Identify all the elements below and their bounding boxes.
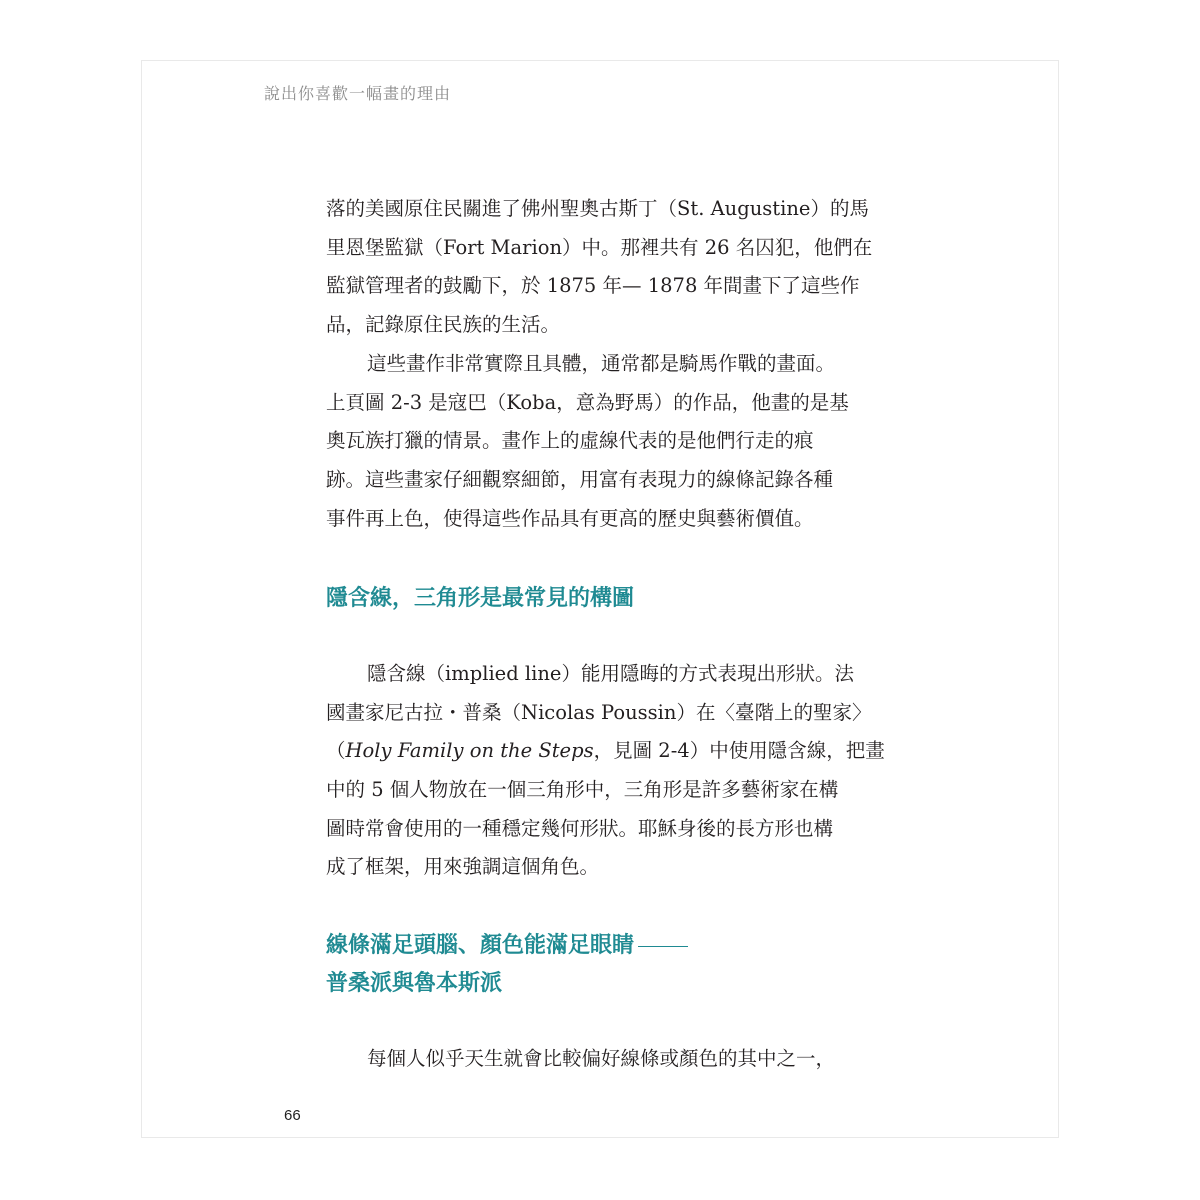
open-paren: （ bbox=[326, 739, 346, 763]
paragraph-1-line: 品，記錄原住民族的生活。 bbox=[326, 313, 561, 337]
paragraph-4-line: 每個人似乎天生就會比較偏好線條或顏色的其中之一， bbox=[367, 1047, 836, 1070]
page-number: 66 bbox=[284, 1107, 301, 1124]
paragraph-3-line: 成了框架，用來強調這個角色。 bbox=[326, 855, 600, 879]
paragraph-3-line: 圖時常會使用的一種穩定幾何形狀。耶穌身後的長方形也構 bbox=[326, 816, 834, 840]
paragraph-3-line-rest: ，見圖 2-4）中使用隱含線，把畫 bbox=[593, 739, 885, 763]
section-heading-implied-line: 隱含線，三角形是最常見的構圖 bbox=[326, 586, 635, 611]
paragraph-3-line: 隱含線（implied line）能用隱晦的方式表現出形狀。法 bbox=[367, 662, 854, 685]
paragraph-2-line: 跡。這些畫家仔細觀察細節，用富有表現力的線條記錄各種 bbox=[326, 468, 834, 492]
paragraph-2-line: 奧瓦族打獵的情景。畫作上的虛線代表的是他們行走的痕 bbox=[326, 429, 814, 453]
paragraph-1-line: 落的美國原住民關進了佛州聖奧古斯丁（St. Augustine）的馬 bbox=[326, 197, 869, 220]
running-head: 說出你喜歡一幅畫的理由 bbox=[264, 84, 452, 103]
paragraph-4 bbox=[326, 1040, 882, 1079]
paragraph-3-line: 國畫家尼古拉・普桑（Nicolas Poussin）在〈臺階上的聖家〉 bbox=[326, 700, 872, 724]
paragraph-1-line: 監獄管理者的鼓勵下，於 1875 年— 1878 年間畫下了這些作 bbox=[326, 274, 860, 298]
paragraph-1-line: 里恩堡監獄（Fort Marion）中。那裡共有 26 名囚犯，他們在 bbox=[326, 235, 873, 259]
artwork-title: Holy Family on the Steps bbox=[345, 739, 594, 763]
section-heading-line-1: 線條滿足頭腦、顏色能滿足眼睛 bbox=[326, 933, 635, 958]
paragraph-2-line: 事件再上色，使得這些作品具有更高的歷史與藝術價值。 bbox=[326, 506, 814, 530]
heading-dash bbox=[638, 946, 688, 947]
paragraph-3 bbox=[326, 655, 885, 887]
paragraph-3-line: 中的 5 個人物放在一個三角形中，三角形是許多藝術家在構 bbox=[326, 778, 839, 802]
paragraph-1 bbox=[326, 190, 882, 345]
paragraph-2 bbox=[326, 345, 882, 538]
paragraph-2-line: 上頁圖 2-3 是寇巴（Koba，意為野馬）的作品，他畫的是基 bbox=[326, 390, 849, 414]
paragraph-3-line bbox=[326, 732, 885, 771]
paragraph-2-line: 這些畫作非常實際且具體，通常都是騎馬作戰的畫面。 bbox=[367, 352, 836, 375]
section-heading-line-vs-color bbox=[326, 927, 688, 1003]
section-heading-line-2: 普桑派與魯本斯派 bbox=[326, 971, 503, 996]
